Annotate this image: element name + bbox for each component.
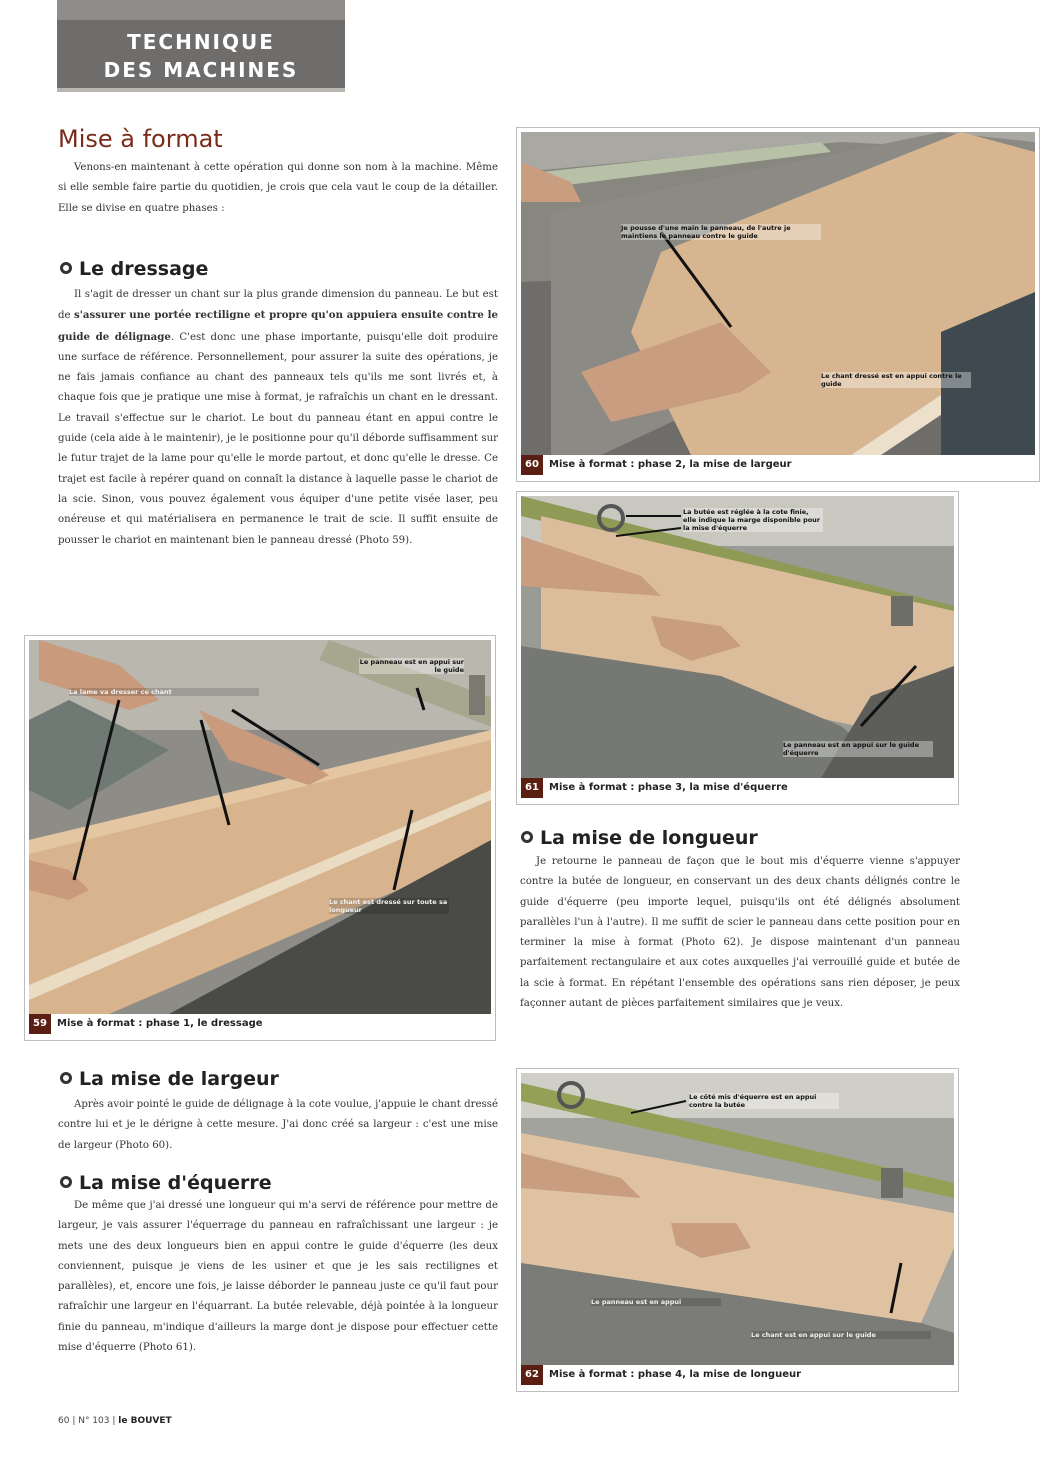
photo-ref: 61 [175, 1342, 189, 1354]
photo-62-annotation-2: Le panneau est en appui [591, 1298, 721, 1306]
photo-ref: 62 [723, 937, 737, 949]
photo-59-annotation-2: La lame va dresser ce chant [69, 688, 259, 696]
photo-62-annotation-3: Le chant est en appui sur le guide [751, 1331, 931, 1339]
bullet-icon [60, 262, 72, 274]
equerre-text-end: ). [188, 1342, 197, 1354]
photo-62-number: 62 [521, 1365, 543, 1385]
photo-60-frame [516, 127, 1040, 482]
subhead-longueur-text: La mise de longueur [540, 827, 758, 849]
longueur-paragraph [520, 852, 960, 1014]
photo-61-caption [521, 778, 954, 798]
page-number: 60 [58, 1416, 70, 1426]
photo-62-caption [521, 1365, 954, 1385]
photo-61-frame [516, 491, 959, 805]
photo-62-scene [521, 1073, 954, 1365]
dressage-text-end: ). [405, 534, 413, 546]
photo-61-caption-text: Mise à format : phase 3, la mise d'équerre [549, 782, 788, 793]
equerre-text: De même que j'ai dressé une longueur qui m'a servi de référence pour mettre de largeur, je vais assurer l'équerrage du panneau en rafraîchissant une largeur : je mets une des deux longueurs bien en appui contre le guide d'équerre (les deux conviennent, puisque je viens de les usiner et que je les sais rectilignes et parallèles), et, encore une fois, je laisse déborder le panneau juste ce qu'il faut pour rafraîchir une largeur en l'équarrant. La butée relevable, déjà pointée à la longueur finie du panneau, m'indique d'ailleurs la marge dont je dispose pour effectuer cette mise d'équerre (Photo [58, 1200, 498, 1354]
subhead-equerre-text: La mise d'équerre [79, 1172, 272, 1194]
photo-62-annotation-1: Le côté mis d'équerre est en appui contre la butée [689, 1093, 839, 1109]
largeur-text: Après avoir pointé le guide de délignage à la cote voulue, j'appuie le chant dressé contre lui et je le dérigne à cette mesure. J'ai donc créé sa largeur : c'est une mise de largeur (Photo [58, 1099, 498, 1151]
subhead-largeur-text: La mise de largeur [79, 1068, 279, 1090]
bullet-icon [521, 831, 533, 843]
subhead-equerre [60, 1172, 272, 1194]
longueur-text-end: ). Je dispose maintenant d'un panneau parfaitement rectangulaire et aux cotes auxquelles j'ai verrouillé guide et butée de la scie à format. En répétant l'ensemble des opérations sans rien déposer, je peux façonner autant de pièces parfaitement similaires que je veux. [520, 937, 960, 1010]
photo-59-caption-text: Mise à format : phase 1, le dressage [57, 1018, 263, 1029]
intro-paragraph: Venons-en maintenant à cette opération qui donne son nom à la machine. Même si elle semble faire partie du quotidien, je crois que cela vaut le coup de la détailler. Elle se divise en quatre phases : [58, 162, 498, 214]
photo-61-number: 61 [521, 778, 543, 798]
subhead-dressage-text: Le dressage [79, 258, 209, 280]
photo-59-number: 59 [29, 1014, 51, 1034]
equerre-paragraph [58, 1196, 498, 1358]
photo-61-annotation-2: Le panneau est en appui sur le guide d'équerre [783, 741, 933, 757]
photo-61-scene [521, 496, 954, 778]
photo-60-annotation-2: Le chant dressé est en appui contre le guide [821, 372, 971, 388]
photo-61-annotation-1: La butée est réglée à la cote finie, elle indique la marge disponible pour la mise d'équerre [683, 508, 823, 532]
photo-60-number: 60 [521, 455, 543, 475]
magazine-name: le BOUVET [118, 1416, 172, 1426]
bullet-icon [60, 1072, 72, 1084]
photo-61 [521, 496, 954, 778]
photo-59-annotation-1: Le panneau est en appui sur le guide [359, 658, 464, 674]
photo-59 [29, 640, 491, 1014]
longueur-text: Je retourne le panneau de façon que le bout mis d'équerre vienne s'appuyer contre la butée de longueur, en conservant un des deux chants délignés contre le guide d'équerre (peu importe lequel, puisqu'ils ont été délignés absolument parallèles l'un à l'autre). Il me suffit de scier le panneau dans cette position pour en terminer la mise à format (Photo [520, 856, 960, 949]
bullet-icon [60, 1176, 72, 1188]
subhead-largeur [60, 1068, 279, 1090]
subhead-dressage [60, 258, 208, 280]
photo-59-frame [24, 635, 496, 1041]
rubric-line-1: TECHNIQUE [127, 30, 275, 54]
photo-60 [521, 132, 1035, 455]
photo-62 [521, 1073, 954, 1365]
photo-60-annotation-1: Je pousse d'une main le panneau, de l'autre je maintiens le panneau contre le guide [621, 224, 821, 240]
dressage-text-bold: s'assurer une portée rectiligne et propre qu'on appuiera ensuite contre le guide de délignage [58, 309, 498, 343]
photo-59-annotation-3: Le chant est dressé sur toute sa longueur [329, 898, 448, 914]
photo-60-scene [521, 132, 1035, 455]
largeur-paragraph [58, 1095, 498, 1156]
photo-60-caption-text: Mise à format : phase 2, la mise de largeur [549, 459, 792, 470]
rubric-header [57, 0, 345, 92]
photo-ref: 60 [152, 1139, 166, 1151]
page-footer: 60 | N° 103 | le BOUVET [58, 1416, 172, 1426]
photo-59-caption [29, 1014, 491, 1034]
rubric-line-2: DES MACHINES [103, 58, 299, 82]
photo-62-frame [516, 1068, 959, 1392]
photo-ref: 59 [392, 534, 406, 546]
section-title: Mise à format [58, 125, 223, 153]
subhead-longueur [521, 827, 758, 849]
photo-62-caption-text: Mise à format : phase 4, la mise de longueur [549, 1369, 802, 1380]
photo-59-scene [29, 640, 491, 1014]
dressage-text-b: . C'est donc une phase importante, puisqu'elle doit produire une surface de référence. Personnellement, pour assurer la suite des opérations, je ne fais jamais confiance au chant des panneaux tels qu'ils me sont livrés et, à chaque fois que je pratique une mise à format, je rafraîchis un chant en le dressant. Le travail s'effectue sur le chariot. Le bout du panneau étant en appui contre le guide (cela aide à le maintenir), je le positionne pour qu'il déborde suffisamment sur le futur trajet de la lame pour qu'elle le morde partout, et donc qu'elle le dresse. Ce trajet est facile à repérer quand on connaît la distance à laquelle passe le chariot de la scie. Sinon, vous pouvez également vous équiper d'une petite visée laser, peu onéreuse et qui matérialisera en permanence le trait de scie. Il suffit ensuite de pousser le chariot en maintenant bien le panneau dressé (Photo [58, 331, 498, 546]
dressage-paragraph [58, 285, 498, 551]
header-band [57, 0, 345, 20]
photo-60-caption [521, 455, 1035, 475]
dressage-text-a: Il s'agit de dresser un chant sur la plus grande dimension du panneau. Le but est de [58, 289, 498, 322]
issue-number: N° 103 [78, 1416, 110, 1426]
largeur-text-end: ). [165, 1139, 173, 1151]
